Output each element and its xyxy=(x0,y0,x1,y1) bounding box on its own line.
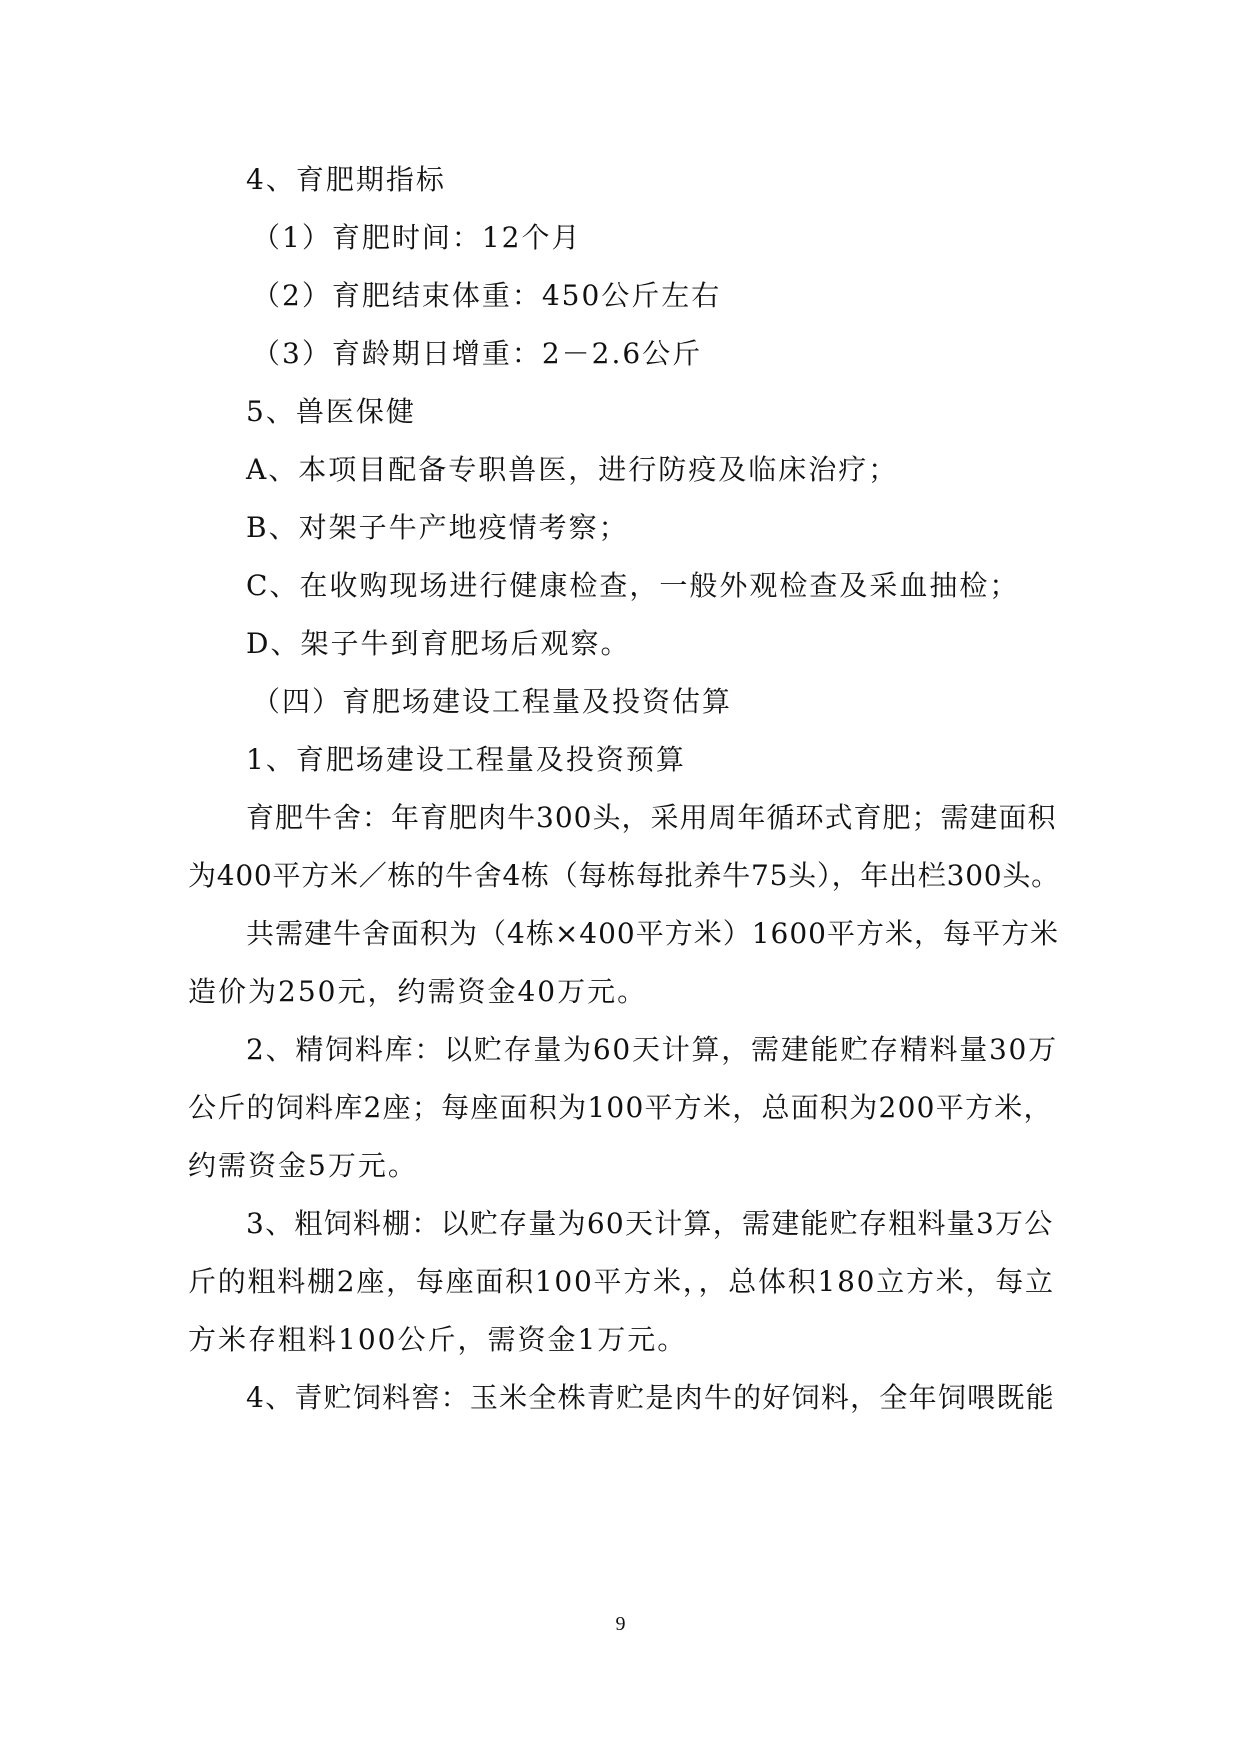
list-item: （1）育肥时间：12个月 xyxy=(252,221,582,254)
paragraph-line: 造价为250元，约需资金40万元。 xyxy=(188,975,648,1008)
section-heading-construction-investment: （四）育肥场建设工程量及投资估算 xyxy=(252,685,733,718)
paragraph-line: 方米存粗料100公斤，需资金1万元。 xyxy=(188,1323,688,1356)
paragraph-line: 4、青贮饲料窖：玉米全株青贮是肉牛的好饲料，全年饲喂既能 xyxy=(246,1381,1055,1414)
paragraph-line: 2、精饲料库：以贮存量为60天计算，需建能贮存精料量30万 xyxy=(246,1033,1058,1066)
list-item: （3）育龄期日增重：2－2.6公斤 xyxy=(252,337,703,370)
paragraph-line: 斤的粗料棚2座，每座面积100平方米，，总体积180立方米，每立 xyxy=(188,1265,1055,1298)
paragraph-line: 育肥牛舍：年育肥肉牛300头，采用周年循环式育肥；需建面积 xyxy=(246,801,1057,834)
list-item: D、架子牛到育肥场后观察。 xyxy=(246,627,631,660)
paragraph-line: 约需资金5万元。 xyxy=(188,1149,418,1182)
list-item: B、对架子牛产地疫情考察； xyxy=(246,511,629,544)
subsection-heading: 1、育肥场建设工程量及投资预算 xyxy=(246,743,686,776)
section-heading-veterinary-care: 5、兽医保健 xyxy=(246,395,416,428)
paragraph-line: 公斤的饲料库2座；每座面积为100平方米，总面积为200平方米， xyxy=(188,1091,1053,1124)
paragraph-line: 为400平方米／栋的牛舍4栋（每栋每批养牛75头），年出栏300头。 xyxy=(188,859,1060,892)
list-item: C、在收购现场进行健康检查，一般外观检查及采血抽检； xyxy=(246,569,1020,602)
list-item: （2）育肥结束体重：450公斤左右 xyxy=(252,279,722,312)
section-heading-fattening-indicators: 4、育肥期指标 xyxy=(246,163,446,196)
list-item: A、本项目配备专职兽医，进行防疫及临床治疗； xyxy=(246,453,899,486)
paragraph-line: 3、粗饲料棚：以贮存量为60天计算，需建能贮存粗料量3万公 xyxy=(246,1207,1054,1240)
paragraph-line: 共需建牛舍面积为（4栋×400平方米）1600平方米，每平方米 xyxy=(246,917,1059,950)
page-number: 9 xyxy=(615,1613,626,1635)
